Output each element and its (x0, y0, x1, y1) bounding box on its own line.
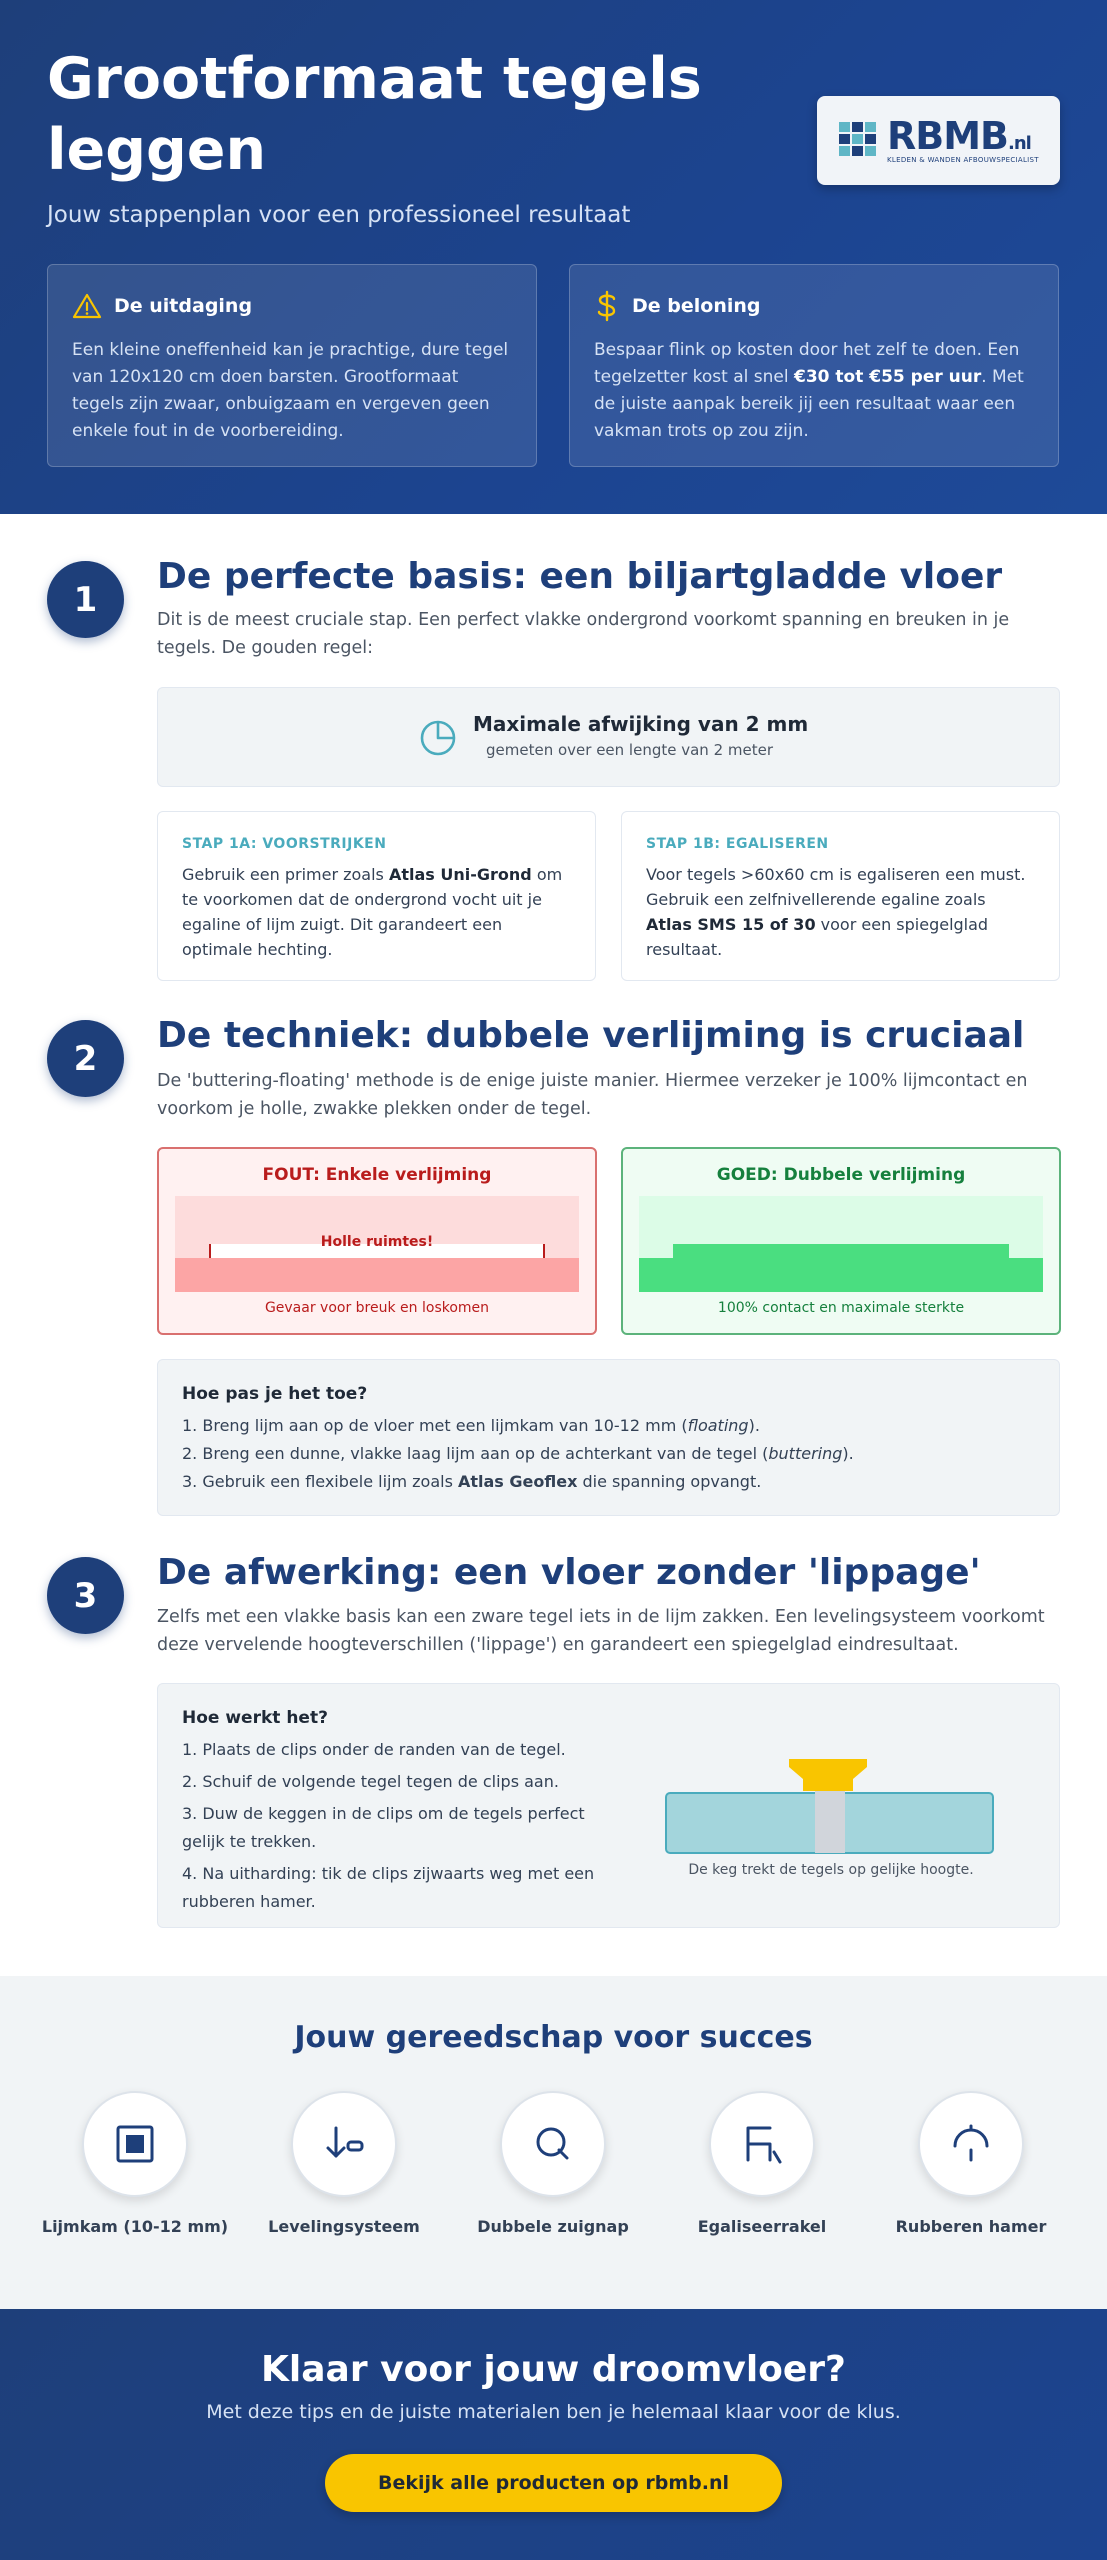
tool-leveling-system (244, 2091, 444, 2239)
cta-footer (0, 2309, 1107, 2560)
how-to-apply-title: Hoe pas je het toe? (182, 1384, 368, 1404)
step-2-intro: De 'buttering-floating' methode is de enige juiste manier. Hiermee verzeker je 100% lijmcontact en voorkom je holle, zwakke plekken onder de tegel. (157, 1071, 1028, 1119)
view-products-button[interactable]: Bekijk alle producten op rbmb.nl (325, 2454, 782, 2512)
apply-step: 2. Breng een dunne, vlakke laag lijm aan op de achterkant van de tegel (buttering). (182, 1444, 854, 1463)
tool-label: Rubberen hamer (895, 2217, 1047, 2236)
double-gluing-panel (621, 1147, 1061, 1335)
how-it-works-box (157, 1683, 1060, 1928)
how-it-works-title: Hoe werkt het? (182, 1708, 328, 1728)
step-1-intro: Dit is de meest cruciale stap. Een perfect vlakke ondergrond voorkomt spanning en breuken in je tegels. De gouden regel: (157, 610, 1010, 658)
tool-label: Egaliseerrakel (697, 2217, 827, 2236)
floor-layer (175, 1258, 579, 1292)
reward-title: De beloning (632, 295, 761, 317)
step-1a-text: Gebruik een primer zoals Atlas Uni-Grond om te voorkomen dat de ondergrond vocht uit je egaline of lijm zuigt. Dit garandeert een optimale hechting. (182, 865, 563, 959)
cta-subtitle: Met deze tips en de juiste materialen ben je helemaal klaar voor de klus. (206, 2401, 901, 2423)
floor-adhesive (639, 1258, 1043, 1292)
single-gluing-title: FOUT: Enkele verlijming (262, 1165, 492, 1185)
tool-label: Levelingsysteem (268, 2217, 420, 2236)
rule-subtitle: gemeten over een lengte van 2 meter (486, 741, 773, 759)
tool-label: Dubbele zuignap (477, 2217, 629, 2236)
warning-icon (72, 292, 102, 320)
leveling-step: 1. Plaats de clips onder de randen van de tegel. (182, 1740, 566, 1759)
page-title: Grootformaat tegels leggen (47, 46, 702, 183)
leveling-step: 2. Schuif de volgende tegel tegen de clips aan. (182, 1772, 559, 1791)
reward-card (569, 264, 1059, 467)
challenge-text: Een kleine oneffenheid kan je prachtige, dure tegel van 120x120 cm doen barsten. Grootformaat tegels zijn zwaar, onbuigzaam en vergeven geen enkele fout in de voorbereiding. (72, 340, 509, 441)
single-gluing-caption: Gevaar voor breuk en loskomen (264, 1300, 490, 1316)
cta-title: Klaar voor jouw droomvloer? (261, 2349, 846, 2390)
logo-tiles-icon (839, 122, 879, 158)
page-subtitle: Jouw stappenplan voor een professioneel resultaat (47, 202, 631, 228)
leveling-system-icon (322, 2122, 366, 2166)
leveling-clip-diagram (663, 1759, 999, 1869)
tool-screed-rake (662, 2091, 862, 2239)
step-3-intro: Zelfs met een vlakke basis kan een zware tegel iets in de lijm zakken. Een levelingsysteem voorkomt deze vervelende hoogteverschillen ('lippage') en garandeert een spiegelglad eindresultaat. (157, 1607, 1045, 1655)
step-1b-card (621, 811, 1060, 981)
double-gluing-diagram (639, 1196, 1043, 1292)
reward-text: Bespaar flink op kosten door het zelf te doen. Een tegelzetter kost al snel €30 tot €55 per uur. Met de juiste aanpak bereik jij een resultaat waar een vakman trots op zou zijn. (594, 340, 1024, 441)
rubber-hammer-icon (949, 2122, 993, 2166)
hero-header (0, 0, 1107, 514)
challenge-card (47, 264, 537, 467)
single-gluing-panel (157, 1147, 597, 1335)
apply-step: 3. Gebruik een flexibele lijm zoals Atlas Geoflex die spanning opvangt. (182, 1472, 762, 1491)
tool-rubber-hammer (871, 2091, 1071, 2239)
flatness-rule-box (157, 687, 1060, 787)
tool-label: Lijmkam (10-12 mm) (41, 2217, 229, 2236)
pie-gauge-icon (418, 718, 458, 758)
tool-notched-trowel (35, 2091, 235, 2239)
logo-tagline: KLEDEN & WANDEN AFBOUWSPECIALIST (887, 156, 1039, 164)
logo-wordmark: RBMB.nl (887, 114, 1031, 158)
diagram-caption: De keg trekt de tegels op gelijke hoogte. (688, 1862, 974, 1878)
step-1b-text: Voor tegels >60x60 cm is egaliseren een must. Gebruik een zelfnivellerende egaline zoals Atlas SMS 15 of 30 voor een spiegelglad resultaat. (646, 865, 1026, 959)
tool-suction-cup (453, 2091, 653, 2239)
apply-step: 1. Breng lijm aan op de vloer met een lijmkam van 10-12 mm (floating). (182, 1416, 760, 1435)
step-number-3: 3 (47, 1557, 124, 1634)
double-gluing-caption: 100% contact en maximale sterkte (717, 1300, 965, 1316)
step-1a-card (157, 811, 596, 981)
dollar-icon (594, 290, 620, 322)
step-number-1: 1 (47, 561, 124, 638)
rbmb-logo[interactable] (817, 96, 1060, 185)
suction-cup-icon (533, 2124, 573, 2164)
step-number-2: 2 (47, 1020, 124, 1097)
step-2-title: De techniek: dubbele verlijming is cruciaal (157, 1015, 1025, 1056)
step-1a-tag: STAP 1A: VOORSTRIJKEN (182, 836, 387, 852)
leveling-step: 4. Na uitharding: tik de clips zijwaarts weg met een rubberen hamer. (182, 1864, 595, 1911)
notched-trowel-icon (115, 2124, 155, 2164)
screed-rake-icon (740, 2122, 784, 2166)
hollow-label: Holle ruimtes! (320, 1234, 434, 1250)
step-1-title: De perfecte basis: een biljartgladde vloer (157, 556, 1003, 597)
rule-title: Maximale afwijking van 2 mm (473, 712, 809, 736)
tools-section (0, 1976, 1107, 2309)
step-3-title: De afwerking: een vloer zonder 'lippage' (157, 1552, 981, 1593)
how-to-apply-box (157, 1359, 1060, 1516)
single-gluing-diagram (175, 1196, 579, 1292)
leveling-step: 3. Duw de keggen in de clips om de tegels perfect gelijk te trekken. (182, 1804, 585, 1851)
challenge-title: De uitdaging (114, 295, 253, 317)
double-gluing-title: GOED: Dubbele verlijming (716, 1165, 966, 1185)
step-1b-tag: STAP 1B: EGALISEREN (646, 836, 829, 852)
tools-title: Jouw gereedschap voor succes (294, 2020, 813, 2055)
